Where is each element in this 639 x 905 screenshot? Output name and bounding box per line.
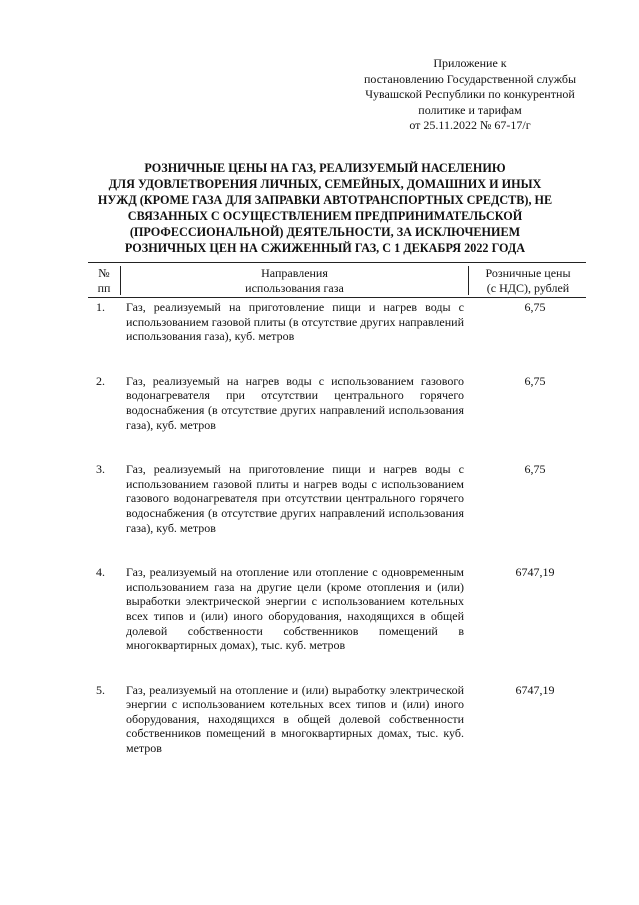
title-line: РОЗНИЧНЫЕ ЦЕНЫ НА ГАЗ, РЕАЛИЗУЕМЫЙ НАСЕЛЕНИЮ [144, 161, 506, 175]
table-row [88, 300, 586, 344]
row-price: 6747,19 [515, 565, 555, 580]
appendix-line: от 25.11.2022 № 67-17/г [409, 118, 531, 132]
appendix-line: Чувашской Республики по конкурентной [365, 87, 575, 101]
table-row [88, 683, 586, 756]
header-number: № пп [97, 266, 111, 295]
row-description: Газ, реализуемый на приготовление пищи и нагрев воды с использованием газовой плиты (в отсутствие других направлений использования газа), куб. метров [126, 300, 464, 344]
appendix-block [345, 56, 595, 134]
title-line: (ПРОФЕССИОНАЛЬНОЙ) ДЕЯТЕЛЬНОСТИ, ЗА ИСКЛЮЧЕНИЕМ [129, 225, 521, 239]
title-line: НУЖД (КРОМЕ ГАЗА ДЛЯ ЗАПРАВКИ АВТОТРАНСПОРТНЫХ СРЕДСТВ), НЕ [97, 193, 553, 207]
title-line: СВЯЗАННЫХ С ОСУЩЕСТВЛЕНИЕМ ПРЕДПРИНИМАТЕЛЬСКОЙ [127, 209, 523, 223]
title-line: РОЗНИЧНЫХ ЦЕН НА СЖИЖЕННЫЙ ГАЗ, С 1 ДЕКАБРЯ 2022 ГОДА [124, 241, 526, 255]
row-number: 3. [96, 462, 105, 477]
header-direction: Направления использования газа [120, 266, 468, 295]
row-description: Газ, реализуемый на приготовление пищи и нагрев воды с использованием газовой плиты и нагрев воды с использованием газового водонагревателя при отсутствии центрального горячего водоснабжения (в отсутствие других направлений использования газа), куб. метров [126, 462, 464, 535]
row-description: Газ, реализуемый на отопление или отопление с одновременным использованием газа на другие цели (кроме отопления и (или) выработки электрической энергии с использованием котельных всех типов и (или) иного оборудования, находящихся в общей долевой собственности собственников помещений в многоквартирных домах), тыс. куб. метров [126, 565, 464, 653]
title-line: ДЛЯ УДОВЛЕТВОРЕНИЯ ЛИЧНЫХ, СЕМЕЙНЫХ, ДОМАШНИХ И ИНЫХ [108, 177, 542, 191]
row-price: 6,75 [524, 300, 546, 314]
appendix-line: политике и тарифам [418, 102, 522, 117]
row-price: 6747,19 [515, 682, 555, 697]
row-description: Газ, реализуемый на отопление и (или) выработку электрической энергии с использованием котельных всех типов и (или) иного оборудования, находящихся в общей долевой собственности собственников помещений в многоквартирных домах, тыс. куб. метров [126, 682, 464, 756]
table-row [88, 565, 586, 653]
row-number: 2. [96, 373, 105, 388]
document-title [88, 160, 562, 256]
row-number: 4. [96, 565, 105, 580]
row-price: 6,75 [524, 462, 546, 477]
header-price: Розничные цены (с НДС), рублей [468, 266, 587, 295]
appendix-line: постановлению Государственной службы [363, 71, 577, 86]
row-number: 1. [96, 300, 105, 314]
table-header [88, 262, 586, 298]
row-number: 5. [96, 682, 105, 697]
prices-table [88, 262, 586, 756]
table-row [88, 374, 586, 432]
row-description: Газ, реализуемый на нагрев воды с использованием газового водонагревателя при отсутствии центрального горячего водоснабжения (в отсутствие других направлений использования газа), куб. метров [126, 373, 464, 432]
row-price: 6,75 [524, 373, 546, 388]
appendix-line: Приложение к [433, 56, 507, 70]
table-row [88, 462, 586, 535]
